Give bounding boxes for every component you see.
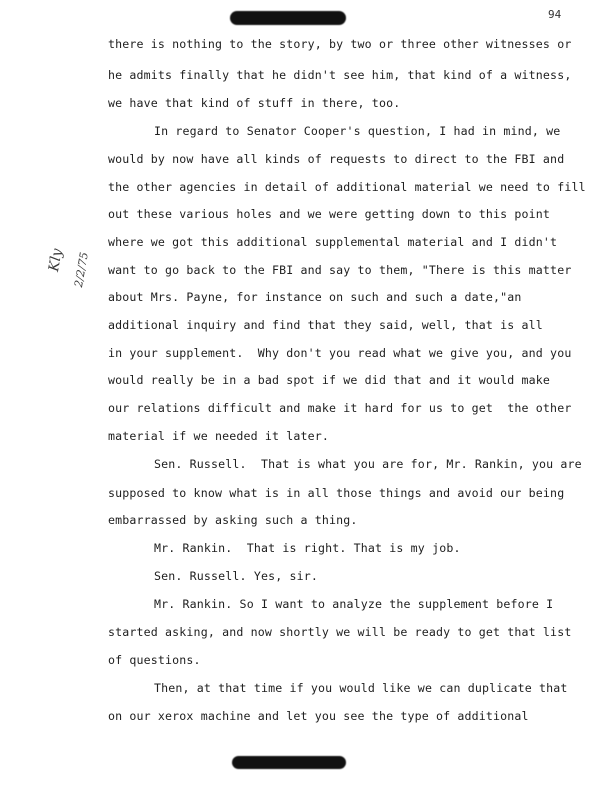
redaction-bar-top [230, 11, 346, 25]
text-line: where we got this additional supplemental material and I didn't [108, 235, 558, 249]
redaction-bar-bottom [232, 756, 346, 769]
text-line: would really be in a bad spot if we did that and it would make [108, 373, 551, 387]
text-line: of questions. [108, 653, 201, 667]
text-line: material if we needed it later. [108, 429, 330, 443]
text-line: Mr. Rankin. So I want to analyze the supplement before I [154, 597, 554, 611]
text-line: started asking, and now shortly we will be ready to get that list [108, 625, 572, 639]
text-line: want to go back to the FBI and say to them, "There is this matter [108, 263, 572, 277]
margin-initials: Kly [46, 247, 66, 273]
margin-date: 2/2/75 [72, 251, 91, 289]
text-line: there is nothing to the story, by two or three other witnesses or [108, 37, 572, 51]
text-line: out these various holes and we were getting down to this point [108, 207, 551, 221]
text-line: in your supplement. Why don't you read what we give you, and you [108, 346, 572, 360]
text-line: Sen. Russell. Yes, sir. [154, 569, 318, 583]
page-number: 94 [548, 8, 562, 21]
text-line: Mr. Rankin. That is right. That is my job. [154, 541, 461, 555]
text-line: In regard to Senator Cooper's question, I had in mind, we [154, 124, 561, 138]
text-line: embarrassed by asking such a thing. [108, 513, 358, 527]
text-line: our relations difficult and make it hard for us to get the other [108, 401, 572, 415]
text-line: on our xerox machine and let you see the type of additional [108, 709, 529, 723]
text-line: additional inquiry and find that they said, well, that is all [108, 318, 543, 332]
handwritten-margin-note [44, 242, 114, 322]
text-line: the other agencies in detail of additional material we need to fill [108, 180, 586, 194]
text-line: he admits finally that he didn't see him, that kind of a witness, [108, 68, 572, 82]
text-line: about Mrs. Payne, for instance on such and such a date,"an [108, 290, 522, 304]
text-line: we have that kind of stuff in there, too. [108, 96, 401, 110]
text-line: would by now have all kinds of requests to direct to the FBI and [108, 152, 565, 166]
text-line: Sen. Russell. That is what you are for, Mr. Rankin, you are [154, 457, 582, 471]
text-line: Then, at that time if you would like we can duplicate that [154, 681, 568, 695]
text-line: supposed to know what is in all those things and avoid our being [108, 486, 565, 500]
